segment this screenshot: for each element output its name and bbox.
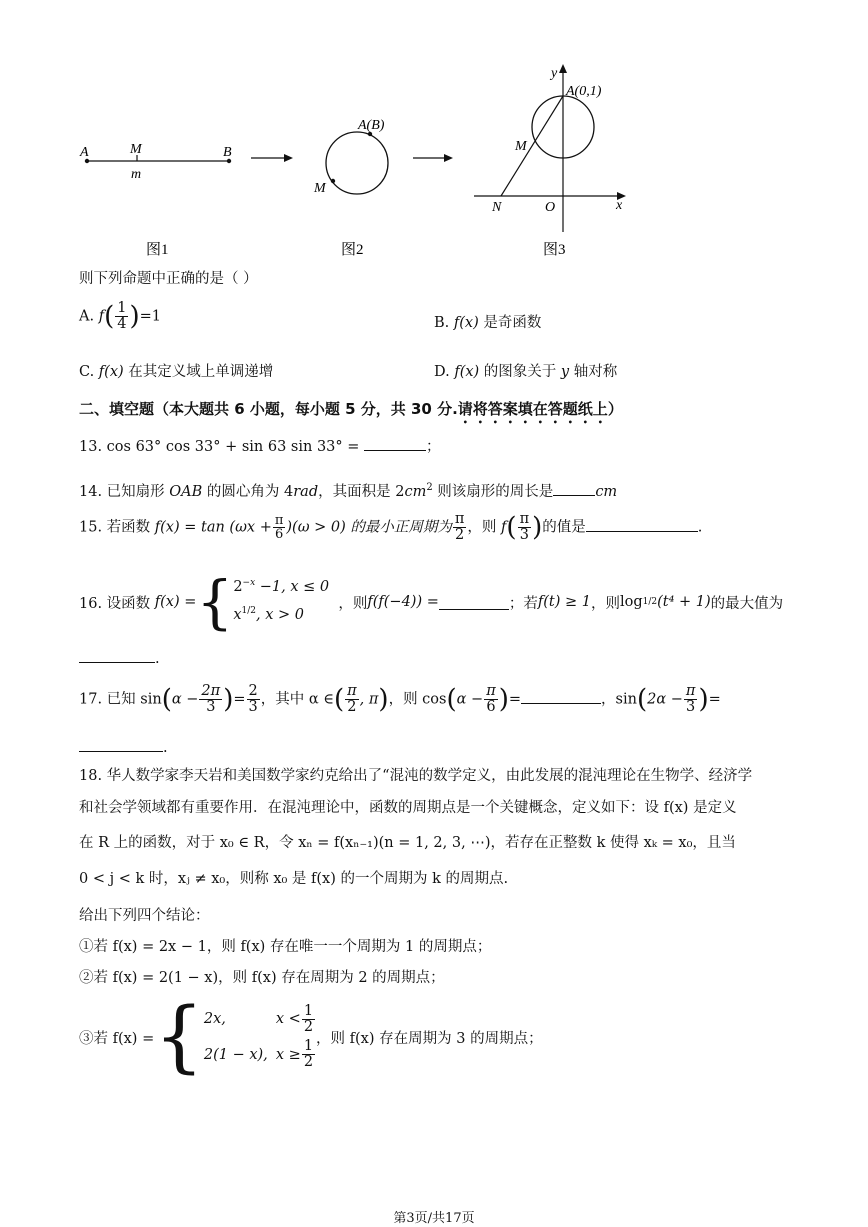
q14-c: 的圆心角为 4 — [202, 484, 294, 500]
q17-g: 3 — [248, 699, 258, 716]
option-d-text1: 的图象关于 — [483, 364, 557, 380]
q16-d2: , x > 0 — [255, 607, 304, 623]
q16-i: ，则 — [590, 595, 620, 612]
q16-blank-1[interactable] — [439, 595, 509, 610]
q17-d: 3 — [206, 699, 216, 716]
q16-d1s: 1/2 — [241, 606, 256, 617]
figure-1 — [79, 142, 232, 182]
q18-row1-b: x < — [275, 1011, 301, 1028]
q17-p: = — [508, 691, 522, 708]
question-15: 15. 若函数 f(x) = tan (ωx + $\frac{\pi}{6}$ )(ω > 0) 的最小正周期为 $\frac{\pi}{2}$ ，则 f( $\frac{\pi}{3}$ )的值是 . — [79, 511, 703, 544]
q18-row2-b: x ≥ — [275, 1046, 301, 1063]
q14-e: ，其面积是 2 — [318, 484, 405, 500]
option-d-prefix: D. — [434, 364, 450, 380]
fig3-label-y: y — [551, 66, 558, 81]
q12-option-d — [434, 360, 617, 381]
q15-m: . — [697, 519, 703, 536]
fig3-label-N: N — [492, 200, 502, 215]
fig1-label-B: B — [223, 145, 232, 160]
q18-c3a: ③若 f(x) = — [79, 1030, 155, 1047]
q17-i: π — [347, 683, 357, 699]
option-d-fx: f(x) — [454, 364, 480, 380]
q15-i: f — [501, 519, 507, 536]
option-a-prefix: A. — [79, 308, 95, 325]
q18-conclusion-3: ③若 f(x) = { 2x, x < $\frac{1}{2}$ 2(1 − x), x ≥ $\frac{1}{2}$ ，则 f(x) 存在周期为 3 的周期点； — [79, 992, 543, 1082]
option-b-fx: f(x) — [453, 315, 479, 331]
q16-e: ，则 — [338, 595, 368, 612]
q17-q: ，sin — [601, 691, 637, 708]
option-a-num: 1 — [117, 300, 127, 316]
q14-a: 14. 已知扇形 — [79, 484, 170, 500]
q16-c1s: −x — [242, 578, 256, 589]
question-14 — [79, 480, 617, 501]
option-c-text: 在其定义域上单调递增 — [128, 364, 274, 380]
q15-d: 6 — [274, 527, 284, 543]
q14-b: OAB — [169, 484, 203, 500]
section-title-part-c: ） — [607, 400, 623, 418]
q18-row2-a: 2(1 − x), — [203, 1046, 268, 1063]
q16-k: (t⁴ + 1) — [657, 594, 711, 610]
q14-blank[interactable] — [553, 481, 595, 496]
q17-s: π — [685, 683, 696, 699]
q17-blank-2[interactable] — [79, 737, 163, 752]
q16-piecewise — [233, 574, 329, 629]
q18-conclusion-1: ①若 f(x) = 2x − 1，则 f(x) 存在唯一一个周期为 1 的周期点； — [79, 939, 492, 955]
q17-a: 17. 已知 sin — [79, 691, 162, 708]
q18-row2-num: 1 — [303, 1038, 314, 1054]
q15-blank[interactable] — [586, 517, 698, 532]
q16-j: log — [619, 594, 643, 610]
q18-row1-a: 2x, — [203, 1011, 226, 1028]
q17-h: ，其中 α ∈ — [260, 691, 334, 708]
option-a-f: f — [98, 308, 105, 325]
section-title-emphasis: 请将答案填在答题纸上 — [457, 400, 608, 418]
q12-stem: 则下列命题中正确的是（ ） — [79, 271, 258, 287]
fig3-label-M: M — [515, 139, 527, 154]
question-17: 17. 已知 sin(α − $\frac{2\pi}{3}$ )= $\frac{2}{3}$ ，其中 α ∈( $\frac{\pi}{2}$ , π)，则 cos(α − $\frac{\pi}{6}$ )= ，sin(2α − $\frac{\pi}{3}$ )= — [79, 683, 721, 716]
option-c-fx: f(x) — [98, 364, 124, 380]
q17-n: π — [486, 683, 496, 699]
q16-b: f(x) = — [154, 594, 197, 610]
q12-option-b — [434, 311, 541, 332]
fig1-label-M: M — [130, 142, 142, 157]
q17-k: , π — [359, 691, 379, 708]
q16-c1: 2 — [233, 579, 243, 596]
q17-m: α − — [456, 691, 484, 708]
q16-c2: −1, x ≤ 0 — [255, 579, 330, 596]
q18-row1-num: 1 — [303, 1002, 314, 1019]
section-2-title — [79, 398, 623, 427]
q15-j: π — [519, 511, 530, 527]
question-16: 16. 设函数 f(x) = { $2^{-x} -1$, x ≤ 0 $x^{1/2}$, x > 0 ，则 f(f(−4)) = ；若 f(t) ≥ 1 ，则 log 1/2 (t⁴ + 1) 的最大值为 — [79, 568, 784, 636]
q13-blank[interactable] — [364, 436, 426, 451]
q17-e: = — [233, 691, 246, 708]
option-a-den: 4 — [117, 316, 127, 333]
fig3-label-A: A(0,1) — [566, 84, 602, 99]
q16-js: 1/2 — [642, 597, 658, 607]
option-d-text2: 轴对称 — [573, 364, 618, 380]
fig1-label-m: m — [131, 167, 142, 182]
q14-g: 2 — [426, 482, 433, 494]
q17-f: 2 — [248, 683, 258, 699]
figure-3 — [474, 64, 626, 232]
fig3-label-x: x — [616, 198, 623, 213]
q17-answer-line — [79, 737, 168, 756]
q18-p3: 在 R 上的函数，对于 x₀ ∈ R，令 xₙ = f(xₙ₋₁)(n = 1, 2, 3, ⋯)，若存在正整数 k 使得 xₖ = x₀，且当 — [79, 835, 736, 851]
q13-tail: ； — [426, 439, 441, 455]
q17-t: 3 — [686, 699, 696, 716]
q16-a: 16. 设函数 — [79, 595, 151, 612]
q15-f: π — [454, 511, 465, 527]
q17-l: ，则 cos — [388, 691, 447, 708]
q17-blank-1[interactable] — [521, 689, 601, 704]
fig2-label-M: M — [314, 181, 326, 196]
fig2-label-AB: A(B) — [358, 118, 385, 133]
q17-b: α − — [171, 691, 199, 708]
q18-row2-den: 2 — [303, 1054, 314, 1071]
q16-answer-line — [79, 648, 160, 667]
q15-k: 3 — [519, 527, 529, 544]
q17-j: 2 — [347, 699, 357, 716]
q18-conclusion-2: ②若 f(x) = 2(1 − x)，则 f(x) 存在周期为 2 的周期点； — [79, 970, 445, 986]
q15-b: f(x) = tan (ωx + — [154, 519, 272, 536]
q17-v: . — [163, 740, 168, 756]
q16-blank-2[interactable] — [79, 648, 155, 663]
fig3-label-O: O — [545, 200, 556, 215]
q15-l: 的值是 — [542, 519, 586, 536]
q18-p2: 和社会学领域都有重要作用．在混沌理论中，函数的周期点是一个关键概念，定义如下：设 f(x) 是定义 — [79, 800, 737, 816]
q15-h: ，则 — [467, 519, 502, 536]
q18-p5: 给出下列四个结论： — [79, 908, 210, 924]
option-b-prefix: B. — [434, 315, 450, 331]
option-d-y: y — [560, 364, 570, 380]
q14-h: 则该扇形的周长是 — [432, 484, 554, 500]
q18-c3b: ，则 f(x) 存在周期为 3 的周期点； — [316, 1030, 543, 1047]
page-footer: 第3页/共17页 — [393, 1211, 475, 1226]
q18-row1-den: 2 — [303, 1018, 314, 1035]
q16-d1: x — [233, 607, 242, 623]
option-a-rest: =1 — [139, 308, 161, 325]
q15-c: π — [274, 512, 284, 528]
q12-option-c — [79, 360, 273, 381]
section-title-part-a: 二、填空题（本大题共 6 小题，每小题 5 分，共 30 分. — [79, 400, 458, 418]
figures-svg — [0, 0, 868, 270]
q16-m: . — [155, 651, 160, 667]
q14-f: cm — [404, 484, 427, 500]
q14-d: rad — [293, 484, 319, 500]
q18-p1: 18. 华人数学家李天岩和美国数学家约克给出了“混沌的数学定义，由此发展的混沌理论在生物学、经济学 — [79, 768, 753, 784]
fig1-caption: 图1 — [146, 242, 169, 258]
q17-r: 2α − — [647, 691, 683, 708]
q17-u: = — [708, 691, 721, 708]
fig3-caption: 图3 — [543, 242, 566, 258]
figure-2 — [313, 118, 388, 196]
q14-i: cm — [595, 484, 618, 500]
q17-c: 2π — [201, 683, 221, 699]
option-c-prefix: C. — [79, 364, 95, 380]
q15-e: )(ω > 0) 的最小正周期为 — [286, 519, 452, 536]
option-b-text: 是奇函数 — [483, 315, 542, 331]
fig1-label-A: A — [80, 145, 89, 160]
q16-l: 的最大值为 — [710, 595, 784, 612]
q18-piecewise — [204, 1004, 316, 1071]
q17-o: 6 — [486, 699, 496, 716]
question-13 — [79, 435, 441, 456]
arrow-1 — [251, 154, 293, 162]
arrow-2 — [413, 154, 453, 162]
q15-g: 2 — [455, 527, 465, 544]
fig2-caption: 图2 — [341, 242, 364, 258]
q13-text: 13. cos 63° cos 33° + sin 63 sin 33° = — [79, 439, 365, 455]
q15-a: 15. 若函数 — [79, 519, 155, 536]
q18-p4: 0 < j < k 时，xⱼ ≠ x₀，则称 x₀ 是 f(x) 的一个周期为 k 的周期点. — [79, 871, 509, 887]
q12-option-a: A. f( $\frac{1}{4}$ )=1 — [79, 300, 161, 333]
q16-f: f(f(−4)) = — [367, 594, 439, 610]
q16-g: ；若 — [508, 595, 538, 612]
q16-h: f(t) ≥ 1 — [537, 594, 591, 610]
